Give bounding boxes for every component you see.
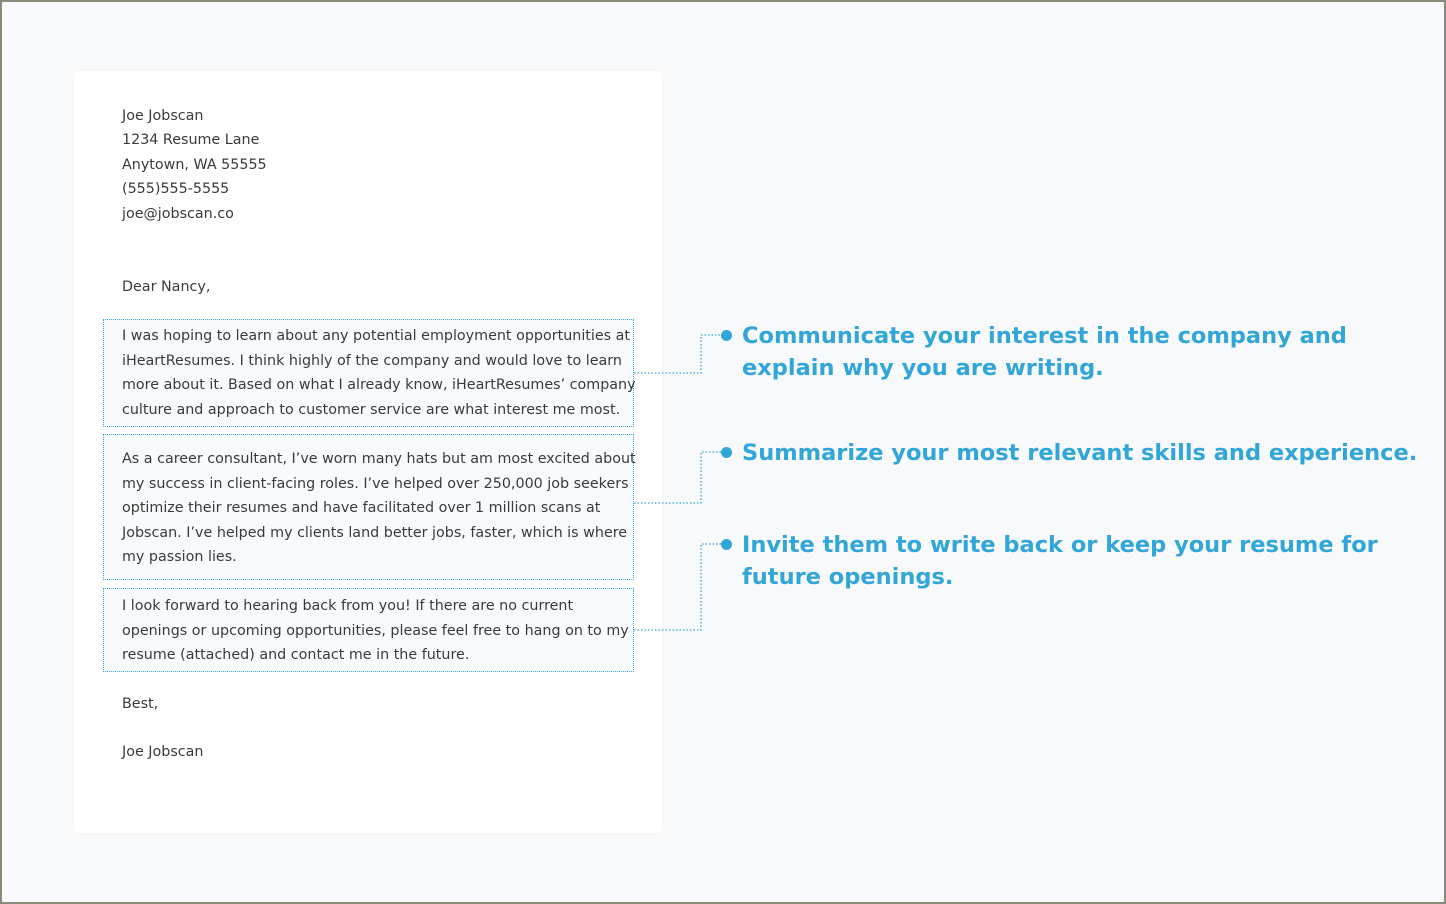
- signature: Joe Jobscan: [122, 744, 204, 760]
- paragraph-line: I look forward to hearing back from you! If there are no current: [122, 598, 574, 614]
- paragraph-interest: [122, 324, 636, 422]
- callout-closing: [742, 529, 1378, 593]
- callout-line: Summarize your most relevant skills and experience.: [742, 440, 1418, 466]
- paragraph-line: iHeartResumes. I think highly of the company and would love to learn: [122, 352, 622, 369]
- paragraph-line: culture and approach to customer service are what interest me most.: [122, 401, 621, 418]
- callout-bullet-dot: [721, 330, 732, 341]
- paragraph-line: Jobscan. I’ve helped my clients land better jobs, faster, which is where: [122, 524, 628, 541]
- callout-line: future openings.: [742, 564, 954, 590]
- sender-email: joe@jobscan.co: [122, 206, 234, 222]
- paragraph-skills: [122, 447, 636, 570]
- sender-address-line1: 1234 Resume Lane: [122, 132, 260, 148]
- callout-interest: [742, 320, 1347, 384]
- callout-line: explain why you are writing.: [742, 355, 1104, 381]
- salutation: Dear Nancy,: [122, 279, 211, 295]
- paragraph-line: As a career consultant, I’ve worn many hats but am most excited about: [122, 451, 636, 467]
- callout-bullet-dot: [721, 539, 732, 550]
- callout-bullet-dot: [721, 447, 732, 458]
- paragraph-line: resume (attached) and contact me in the future.: [122, 647, 470, 663]
- sender-name: Joe Jobscan: [122, 108, 204, 124]
- paragraph-line: openings or upcoming opportunities, please feel free to hang on to my: [122, 622, 629, 639]
- paragraph-line: my success in client-facing roles. I’ve helped over 250,000 job seekers: [122, 475, 629, 492]
- callout-skills: [742, 437, 1417, 469]
- paragraph-closing: [122, 594, 629, 668]
- sender-address-line2: Anytown, WA 55555: [122, 157, 267, 173]
- paragraph-line: I was hoping to learn about any potential employment opportunities at: [122, 328, 631, 344]
- paragraph-line: my passion lies.: [122, 549, 237, 565]
- callout-line: Communicate your interest in the company and: [742, 323, 1347, 349]
- sender-phone: (555)555-5555: [122, 181, 230, 197]
- paragraph-line: more about it. Based on what I already know, iHeartResumes’ company: [122, 377, 636, 393]
- closing: Best,: [122, 696, 159, 712]
- paragraph-line: optimize their resumes and have facilitated over 1 million scans at: [122, 500, 601, 516]
- callout-line: Invite them to write back or keep your resume for: [742, 532, 1378, 558]
